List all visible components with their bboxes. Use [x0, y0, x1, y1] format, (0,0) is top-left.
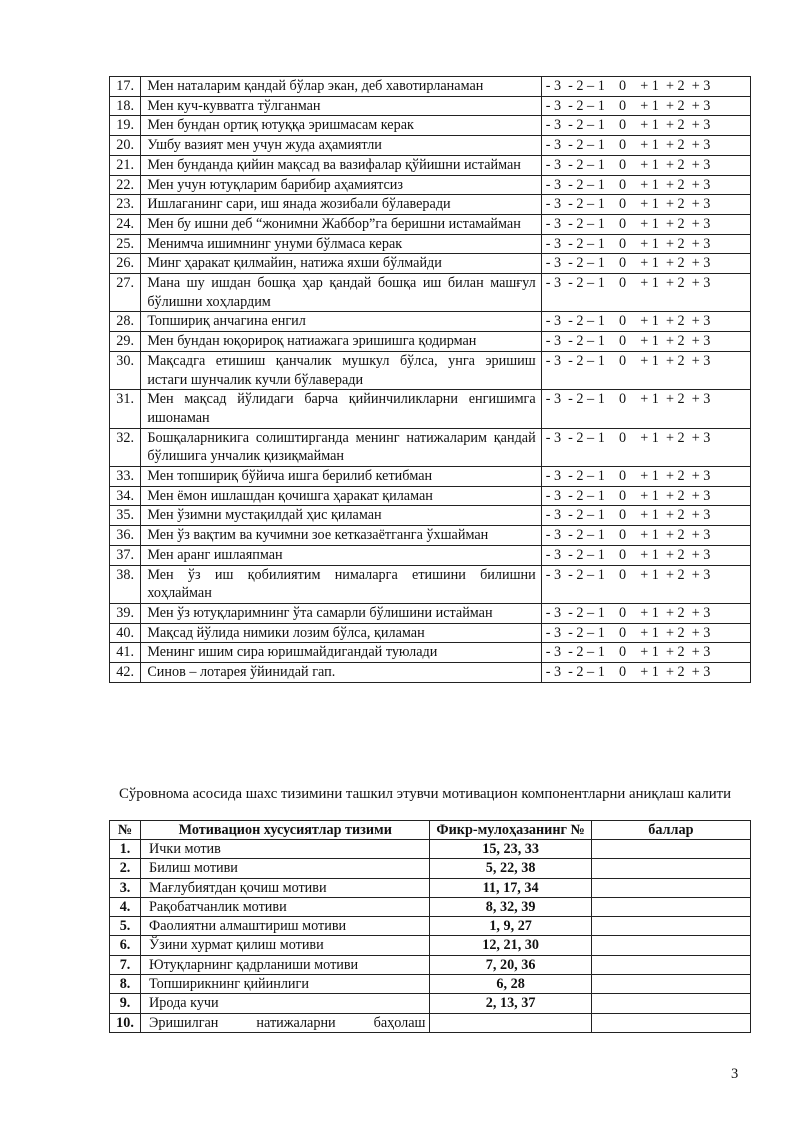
page-number: 3: [731, 1066, 739, 1082]
motivation-name: Фаолиятни алмаштириш мотиви: [141, 917, 430, 936]
rating-scale: - 3 - 2 – 1 0 + 1 + 2 + 3: [541, 643, 750, 663]
key-row-number: 9.: [110, 994, 141, 1013]
questionnaire-table: [109, 76, 751, 683]
statement-text: Мен ёмон ишлашдан қочишга ҳаракат қиламан: [141, 486, 541, 506]
rating-scale: - 3 - 2 – 1 0 + 1 + 2 + 3: [541, 312, 750, 332]
key-header-name: Мотивацион хусусиятлар тизими: [141, 821, 430, 840]
rating-scale: - 3 - 2 – 1 0 + 1 + 2 + 3: [541, 175, 750, 195]
table-row: [110, 975, 751, 994]
statement-number: 33.: [110, 467, 141, 487]
rating-scale: - 3 - 2 – 1 0 + 1 + 2 + 3: [541, 506, 750, 526]
table-row: [110, 175, 751, 195]
table-row: [110, 859, 751, 878]
statement-number: 30.: [110, 351, 141, 389]
statement-text: Мен ўзимни мустақилдай ҳис қиламан: [141, 506, 541, 526]
score-cell: [591, 878, 750, 897]
table-row: [110, 840, 751, 859]
table-row: [110, 486, 751, 506]
statement-number: 37.: [110, 545, 141, 565]
statement-text: Бошқаларникига солиштирганда менинг натижаларим қандай бўлишига унчалик қизиқмайман: [141, 428, 541, 466]
key-row-number: 1.: [110, 840, 141, 859]
statement-text: Синов – лотарея ўйинидай гап.: [141, 663, 541, 683]
table-row: [110, 603, 751, 623]
key-header-row: [110, 821, 751, 840]
table-row: [110, 351, 751, 389]
key-row-number: 8.: [110, 975, 141, 994]
key-row-number: 7.: [110, 955, 141, 974]
rating-scale: - 3 - 2 – 1 0 + 1 + 2 + 3: [541, 274, 750, 312]
score-cell: [591, 975, 750, 994]
statement-numbers: 1, 9, 27: [430, 917, 591, 936]
statement-text: Мен аранг ишлаяпман: [141, 545, 541, 565]
rating-scale: - 3 - 2 – 1 0 + 1 + 2 + 3: [541, 390, 750, 428]
table-row: [110, 116, 751, 136]
table-row: [110, 545, 751, 565]
statement-text: Мен наталарим қандай бўлар экан, деб хавотирланаман: [141, 77, 541, 97]
statement-text: Мен учун ютуқларим барибир аҳамиятсиз: [141, 175, 541, 195]
table-row: [110, 136, 751, 156]
table-row: [110, 155, 751, 175]
motivation-name: Ўзини хурмат қилиш мотиви: [141, 936, 430, 955]
rating-scale: - 3 - 2 – 1 0 + 1 + 2 + 3: [541, 603, 750, 623]
key-header-score: баллар: [591, 821, 750, 840]
statement-numbers: 6, 28: [430, 975, 591, 994]
motivation-name: Ютуқларнинг қадрланиши мотиви: [141, 955, 430, 974]
statement-number: 25.: [110, 234, 141, 254]
statement-numbers: 2, 13, 37: [430, 994, 591, 1013]
score-cell: [591, 859, 750, 878]
key-row-number: 10.: [110, 1013, 141, 1032]
statement-number: 34.: [110, 486, 141, 506]
statement-number: 17.: [110, 77, 141, 97]
statement-number: 23.: [110, 195, 141, 215]
statement-text: Мен бундан юқорироқ натиажага эришишга қодирман: [141, 332, 541, 352]
rating-scale: - 3 - 2 – 1 0 + 1 + 2 + 3: [541, 486, 750, 506]
statement-numbers: 15, 23, 33: [430, 840, 591, 859]
statement-text: Ишлаганинг сари, иш янада жозибали бўлаверади: [141, 195, 541, 215]
key-row-number: 2.: [110, 859, 141, 878]
rating-scale: - 3 - 2 – 1 0 + 1 + 2 + 3: [541, 332, 750, 352]
statement-number: 20.: [110, 136, 141, 156]
statement-number: 28.: [110, 312, 141, 332]
statement-number: 21.: [110, 155, 141, 175]
statement-number: 40.: [110, 623, 141, 643]
table-row: [110, 643, 751, 663]
table-row: [110, 878, 751, 897]
rating-scale: - 3 - 2 – 1 0 + 1 + 2 + 3: [541, 663, 750, 683]
statement-number: 42.: [110, 663, 141, 683]
statement-text: Мен ўз ютуқларимнинг ўта самарли бўлишини истайман: [141, 603, 541, 623]
score-cell: [591, 897, 750, 916]
key-table-body: [110, 840, 751, 1033]
rating-scale: - 3 - 2 – 1 0 + 1 + 2 + 3: [541, 96, 750, 116]
statement-number: 19.: [110, 116, 141, 136]
statement-text: Мен бундан ортиқ ютуққа эришмасам керак: [141, 116, 541, 136]
key-row-number: 4.: [110, 897, 141, 916]
table-row: [110, 955, 751, 974]
rating-scale: - 3 - 2 – 1 0 + 1 + 2 + 3: [541, 254, 750, 274]
statement-text: Мен мақсад йўлидаги барча қийинчиликларни енгишимга ишонаман: [141, 390, 541, 428]
table-row: [110, 428, 751, 466]
table-row: [110, 1013, 751, 1032]
motivation-name: Ички мотив: [141, 840, 430, 859]
statement-text: Мен бу ишни деб “жонимни Жаббор”га беришни истамайман: [141, 214, 541, 234]
statement-text: Менимча ишимнинг унуми бўлмаса керак: [141, 234, 541, 254]
statement-text: Мен куч-кувватга тўлганман: [141, 96, 541, 116]
motivation-name: Рақобатчанлик мотиви: [141, 897, 430, 916]
score-cell: [591, 1013, 750, 1032]
statement-text: Ушбу вазият мен учун жуда аҳамиятли: [141, 136, 541, 156]
rating-scale: - 3 - 2 – 1 0 + 1 + 2 + 3: [541, 116, 750, 136]
rating-scale: - 3 - 2 – 1 0 + 1 + 2 + 3: [541, 77, 750, 97]
statement-text: Мен бунданда қийин мақсад ва вазифалар қўйишни истайман: [141, 155, 541, 175]
score-cell: [591, 917, 750, 936]
statement-number: 36.: [110, 526, 141, 546]
table-row: [110, 506, 751, 526]
key-row-number: 6.: [110, 936, 141, 955]
statement-text: Минг ҳаракат қилмайин, натижа яхши бўлмайди: [141, 254, 541, 274]
rating-scale: - 3 - 2 – 1 0 + 1 + 2 + 3: [541, 623, 750, 643]
statement-number: 26.: [110, 254, 141, 274]
table-row: [110, 917, 751, 936]
statement-number: 32.: [110, 428, 141, 466]
score-cell: [591, 840, 750, 859]
rating-scale: - 3 - 2 – 1 0 + 1 + 2 + 3: [541, 136, 750, 156]
table-row: [110, 897, 751, 916]
statement-number: 27.: [110, 274, 141, 312]
table-row: [110, 96, 751, 116]
key-title: Сўровнома асосида шахс тизимини ташкил этувчи мотивацион компонентларни аниқлаш калити: [118, 786, 732, 802]
key-row-number: 5.: [110, 917, 141, 936]
statement-text: Топшириқ анчагина енгил: [141, 312, 541, 332]
statement-numbers: 8, 32, 39: [430, 897, 591, 916]
statement-number: 31.: [110, 390, 141, 428]
statement-number: 41.: [110, 643, 141, 663]
statement-number: 39.: [110, 603, 141, 623]
rating-scale: - 3 - 2 – 1 0 + 1 + 2 + 3: [541, 565, 750, 603]
statement-number: 29.: [110, 332, 141, 352]
questionnaire-table-body: [110, 77, 751, 683]
table-row: [110, 312, 751, 332]
rating-scale: - 3 - 2 – 1 0 + 1 + 2 + 3: [541, 545, 750, 565]
score-cell: [591, 994, 750, 1013]
statement-text: Менинг ишим сира юришмайдигандай туюлади: [141, 643, 541, 663]
key-header-num: №: [110, 821, 141, 840]
table-row: [110, 274, 751, 312]
statement-numbers: 11, 17, 34: [430, 878, 591, 897]
statement-number: 22.: [110, 175, 141, 195]
statement-number: 38.: [110, 565, 141, 603]
table-row: [110, 467, 751, 487]
statement-text: Мен ўз вақтим ва кучимни зое кетказаётганга ўхшайман: [141, 526, 541, 546]
statement-number: 35.: [110, 506, 141, 526]
motivation-name: Мағлубиятдан қочиш мотиви: [141, 878, 430, 897]
statement-number: 24.: [110, 214, 141, 234]
table-row: [110, 254, 751, 274]
score-cell: [591, 936, 750, 955]
statement-text: Мақсадга етишиш қанчалик мушкул бўлса, унга эришиш истаги шунчалик кучли бўлаверади: [141, 351, 541, 389]
table-row: [110, 526, 751, 546]
table-row: [110, 77, 751, 97]
rating-scale: - 3 - 2 – 1 0 + 1 + 2 + 3: [541, 467, 750, 487]
table-row: [110, 623, 751, 643]
table-row: [110, 994, 751, 1013]
rating-scale: - 3 - 2 – 1 0 + 1 + 2 + 3: [541, 351, 750, 389]
rating-scale: - 3 - 2 – 1 0 + 1 + 2 + 3: [541, 214, 750, 234]
key-row-number: 3.: [110, 878, 141, 897]
motivation-name: Топширикнинг қийинлиги: [141, 975, 430, 994]
table-row: [110, 214, 751, 234]
motivation-name: Эришилган натижаларни баҳолаш: [141, 1013, 430, 1032]
table-row: [110, 195, 751, 215]
table-row: [110, 565, 751, 603]
rating-scale: - 3 - 2 – 1 0 + 1 + 2 + 3: [541, 234, 750, 254]
table-row: [110, 936, 751, 955]
statement-numbers: 12, 21, 30: [430, 936, 591, 955]
statement-text: Мақсад йўлида нимики лозим бўлса, қиламан: [141, 623, 541, 643]
table-row: [110, 332, 751, 352]
statement-numbers: [430, 1013, 591, 1032]
rating-scale: - 3 - 2 – 1 0 + 1 + 2 + 3: [541, 155, 750, 175]
score-cell: [591, 955, 750, 974]
rating-scale: - 3 - 2 – 1 0 + 1 + 2 + 3: [541, 526, 750, 546]
statement-numbers: 5, 22, 38: [430, 859, 591, 878]
motivation-name: Билиш мотиви: [141, 859, 430, 878]
statement-text: Мана шу ишдан бошқа ҳар қандай бошқа иш билан машғул бўлишни хоҳлардим: [141, 274, 541, 312]
rating-scale: - 3 - 2 – 1 0 + 1 + 2 + 3: [541, 428, 750, 466]
table-row: [110, 234, 751, 254]
rating-scale: - 3 - 2 – 1 0 + 1 + 2 + 3: [541, 195, 750, 215]
statement-number: 18.: [110, 96, 141, 116]
key-header-items: Фикр-мулоҳазанинг №: [430, 821, 591, 840]
table-row: [110, 663, 751, 683]
motivation-name: Ирода кучи: [141, 994, 430, 1013]
table-row: [110, 390, 751, 428]
statement-text: Мен топшириқ бўйича ишга берилиб кетибман: [141, 467, 541, 487]
motivation-key-table: [109, 820, 751, 1033]
statement-numbers: 7, 20, 36: [430, 955, 591, 974]
statement-text: Мен ўз иш қобилиятим нималарга етишини билишни хоҳлайман: [141, 565, 541, 603]
